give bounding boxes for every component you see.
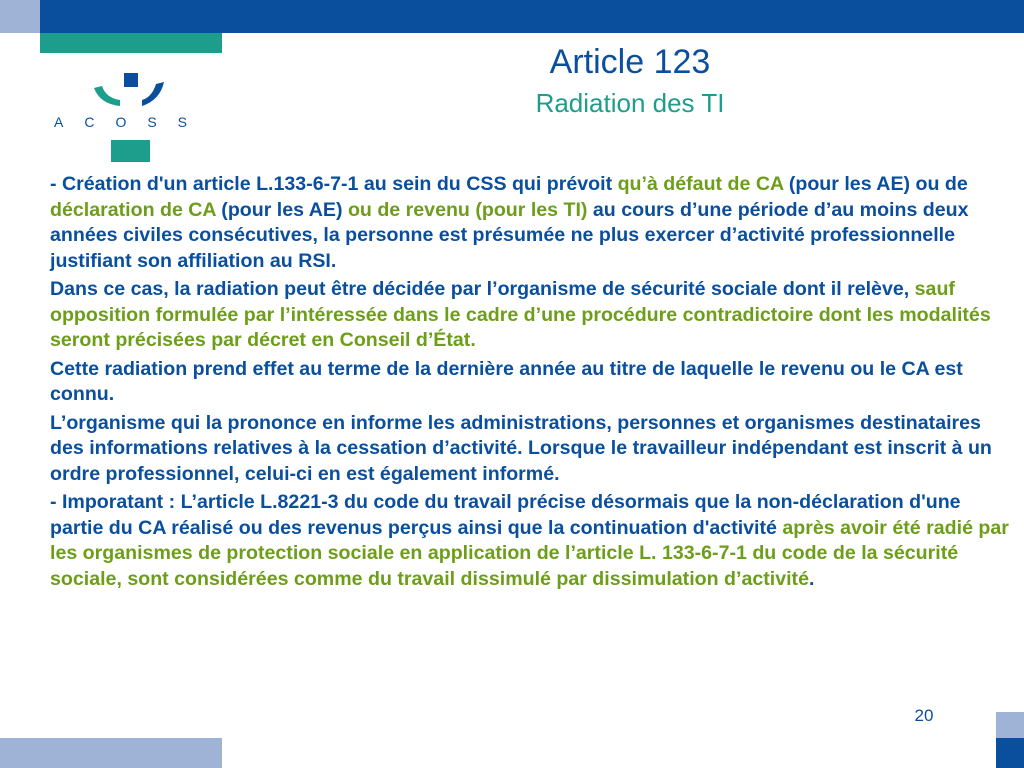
body-text: [50, 172, 1014, 595]
highlight: déclaration de CA: [50, 198, 216, 221]
logo-text: ACOSS: [54, 114, 209, 130]
bottom-left-band: [0, 738, 222, 768]
paragraph-1: - Création d'un article L.133-6-7-1 au sein du CSS qui prévoit qu’à défaut de CA (pour les AE) ou de déclaration de CA (pour les AE) ou de revenu (pour les TI) au cours d’une période d’au moins deux années civiles consécutives, la personne est présumée ne plus exercer d’activité professionnelle justifiant son affiliation au RSI.: [50, 173, 969, 272]
paragraph-5: - Imporatant : L’article L.8221-3 du code du travail précise désormais que la non-déclaration d'une partie du CA réalisé ou des revenus perçus ainsi que la continuation d'activité après avoir été radié par les organismes de protection sociale en application de l’article L. 133-6-7-1 du code de la sécurité sociale, sont considérées comme du travail dissimulé par dissimulation d’activité.: [50, 491, 1009, 590]
paragraph-4: L’organisme qui la prononce en informe les administrations, personnes et organismes destinataires des informations relatives à la cessation d’activité. Lorsque le travailleur indépendant est inscrit à un ordre professionnel, celui-ci en est également informé.: [50, 411, 992, 485]
page-number: 20: [914, 706, 934, 725]
page-title: Article 123: [549, 43, 711, 81]
paragraph-2: Dans ce cas, la radiation peut être décidée par l’organisme de sécurité sociale dont il relève, sauf opposition formulée par l’intéressée dans le cadre d’une procédure contradictoire dont les modalités seront précisées par décret en Conseil d’État.: [50, 278, 991, 351]
logo-square-icon: [124, 73, 138, 87]
teal-accent-square: [111, 140, 150, 162]
highlight: sauf opposition formulée par l’intéressée dans le cadre d’une procédure contradictoire dont les modalités seront précisées par décret en Conseil d’État.: [50, 278, 991, 351]
top-light-block: [0, 0, 40, 33]
teal-accent-bar: [40, 33, 222, 53]
bottom-right-dark-band: [996, 738, 1024, 768]
logo-right-arc-icon: [142, 82, 164, 106]
paragraph-3: Cette radiation prend effet au terme de la dernière année au titre de laquelle le revenu ou le CA est connu.: [50, 357, 963, 405]
highlight: après avoir été radié par les organismes de protection sociale en application de l’article L. 133-6-7-1 du code de la sécurité sociale, sont considérées comme du travail dissimulé par dissimulation d’activité: [50, 516, 1009, 590]
logo-left-arc-icon: [94, 86, 120, 106]
page-subtitle: Radiation des TI: [535, 88, 725, 118]
top-band: [0, 0, 1024, 33]
highlight: qu’à défaut de CA: [617, 173, 784, 195]
highlight: ou de revenu (pour les TI): [347, 198, 588, 221]
